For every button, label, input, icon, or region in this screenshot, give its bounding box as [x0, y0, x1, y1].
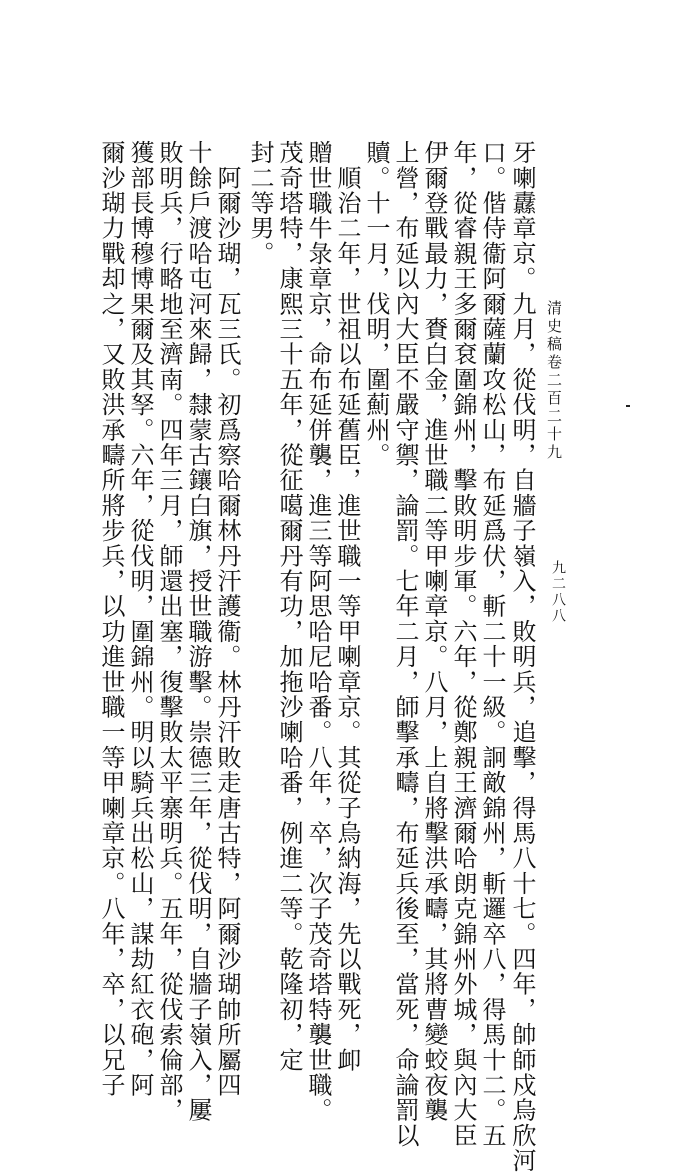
- text-column-5: 上營，布延以內大臣不嚴守禦，論罰。七年二月，師擊承疇，布延兵後至，當死，命論罰以: [391, 140, 419, 1148]
- text-column-7: 順治二年，世祖以布延舊臣，進世職一等甲喇章京。其從子烏納海，先以戰死，卹: [333, 140, 361, 1073]
- text-column-11: 阿爾沙瑚，瓦三氏。初爲察哈爾林丹汗護衞。林丹汗敗走唐古特，阿爾沙瑚帥所屬四: [213, 140, 241, 1098]
- text-column-2: 口。偕侍衞阿爾薩蘭攻松山，布延爲伏，斬二十一級。詗敵錦州，斬邏卒八，得馬十二。五: [478, 140, 506, 1148]
- book-title-header: 清史稿卷二百二十九: [545, 300, 563, 462]
- text-column-10: 封二等男。: [246, 140, 274, 266]
- ink-mark: [626, 405, 630, 407]
- text-column-4: 伊爾登戰最力，賚白金，進世職二等甲喇章京。八月，上自將擊洪承疇，其將曹變蛟夜襲: [420, 140, 448, 1123]
- text-column-3: 年，從睿親王多爾袞圍錦州，擊敗明步軍。六年，從鄭親王濟爾哈朗克錦州外城，與內大臣: [449, 140, 477, 1148]
- text-column-9: 茂奇塔特，康熙三十五年，從征噶爾丹有功，加拖沙喇哈番，例進二等。乾隆初，定: [275, 140, 303, 1073]
- text-column-8: 贈世職牛彔章京，命布延併襲，進三等阿思哈尼哈番。八年，卒，次子茂奇塔特襲世職。: [304, 140, 332, 1123]
- text-column-1: 牙喇纛章京。九月，從伐明，自牆子嶺入，敗明兵，追擊，得馬八十七。四年，帥師戍烏欣河: [508, 140, 536, 1173]
- text-column-14: 獲部長博穆博果爾及其孥。六年，從伐明，圍錦州。明以騎兵出松山，謀劫紅衣砲，阿: [126, 140, 154, 1098]
- text-column-12: 十餘戶渡哈屯河來歸，隸蒙古鑲白旗，授世職游擊。崇德三年，從伐明，自牆子嶺入，屢: [184, 140, 212, 1123]
- text-column-6: 贖。十一月，伐明，圍薊州。: [362, 140, 390, 468]
- page-number: 九二八八: [550, 560, 566, 624]
- text-column-15: 爾沙瑚力戰却之，又敗洪承疇所將步兵，以功進世職一等甲喇章京。八年，卒，以兄子: [97, 140, 125, 1098]
- text-column-13: 敗明兵，行略地至濟南。四年三月，師還出塞，復擊敗太平寨明兵。五年，從伐索倫部，: [155, 140, 183, 1123]
